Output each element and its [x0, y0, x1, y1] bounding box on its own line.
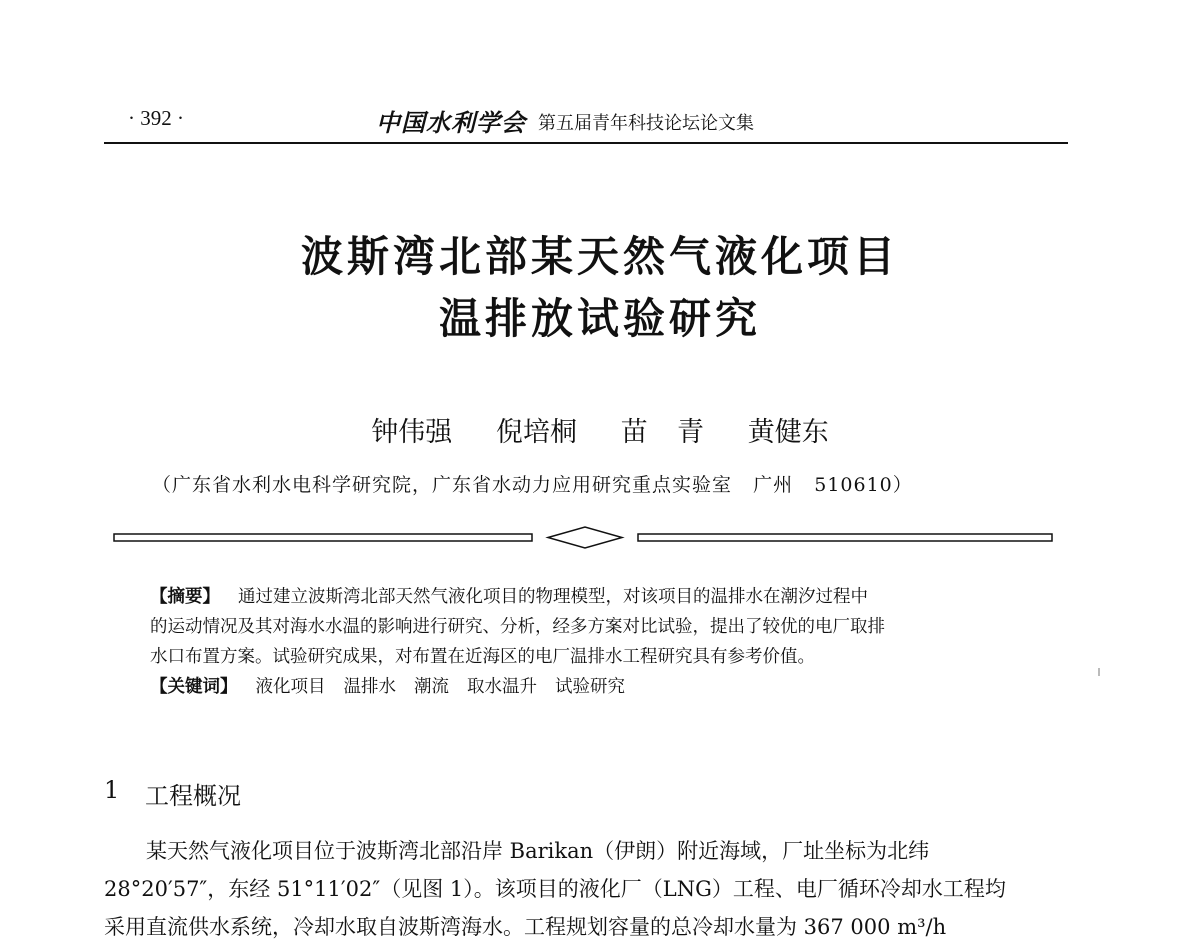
body-line: 采用直流供水系统，冷却水取自波斯湾海水。工程规划容量的总冷却水量为 367 000 m³/h: [104, 915, 947, 939]
affiliation: （广东省水利水电科学研究院，广东省水动力应用研究重点实验室 广州 510610）: [152, 474, 913, 496]
section-title: 工程概况: [145, 782, 241, 810]
journal-name: 中国水利学会: [376, 108, 526, 137]
keyword: 温排水: [343, 677, 396, 697]
keyword: 液化项目: [255, 677, 326, 697]
divider-diamond: [548, 527, 622, 548]
abstract-line: 水口布置方案。试验研究成果，对布置在近海区的电厂温排水工程研究具有参考价值。: [150, 647, 815, 667]
divider-right-bar: [638, 534, 1052, 541]
header-rule: [104, 142, 1068, 144]
abstract-line: 的运动情况及其对海水水温的影响进行研究、分析，经多方案对比试验，提出了较优的电厂取排: [150, 617, 885, 637]
paper-title-line-1: 波斯湾北部某天然气液化项目: [300, 232, 899, 281]
journal-subtitle: 第五届青年科技论坛论文集: [538, 113, 754, 134]
section-number: 1: [104, 776, 120, 804]
paper-title-line-2: 温排放试验研究: [438, 294, 761, 343]
divider-left-bar: [114, 534, 532, 541]
body-line: 28°20′57″，东经 51°11′02″（见图 1）。该项目的液化厂（LNG）工程、电厂循环冷却水工程均: [104, 877, 1006, 901]
abstract-text: 通过建立波斯湾北部天然气液化项目的物理模型，对该项目的温排水在潮汐过程中: [238, 587, 868, 607]
page-number: · 392 ·: [128, 106, 184, 130]
keywords-label: 【关键词】: [150, 677, 238, 697]
scan-artifact: [1098, 668, 1100, 676]
body-paragraph: [104, 832, 1074, 946]
ornamental-divider: [112, 524, 1056, 552]
keyword: 试验研究: [555, 677, 625, 697]
body-line: 某天然气液化项目位于波斯湾北部沿岸 Barikan（伊朗）附近海域，厂址坐标为北纬: [146, 839, 930, 863]
keyword: 取水温升: [467, 677, 537, 697]
abstract-line: [150, 582, 1030, 612]
abstract-label: 【摘要】: [150, 587, 220, 607]
keyword: 潮流: [414, 677, 449, 697]
abstract: [150, 582, 1030, 702]
authors: 钟伟强 倪培桐 苗 青 黄健东: [371, 417, 829, 448]
keywords: [150, 672, 1030, 702]
